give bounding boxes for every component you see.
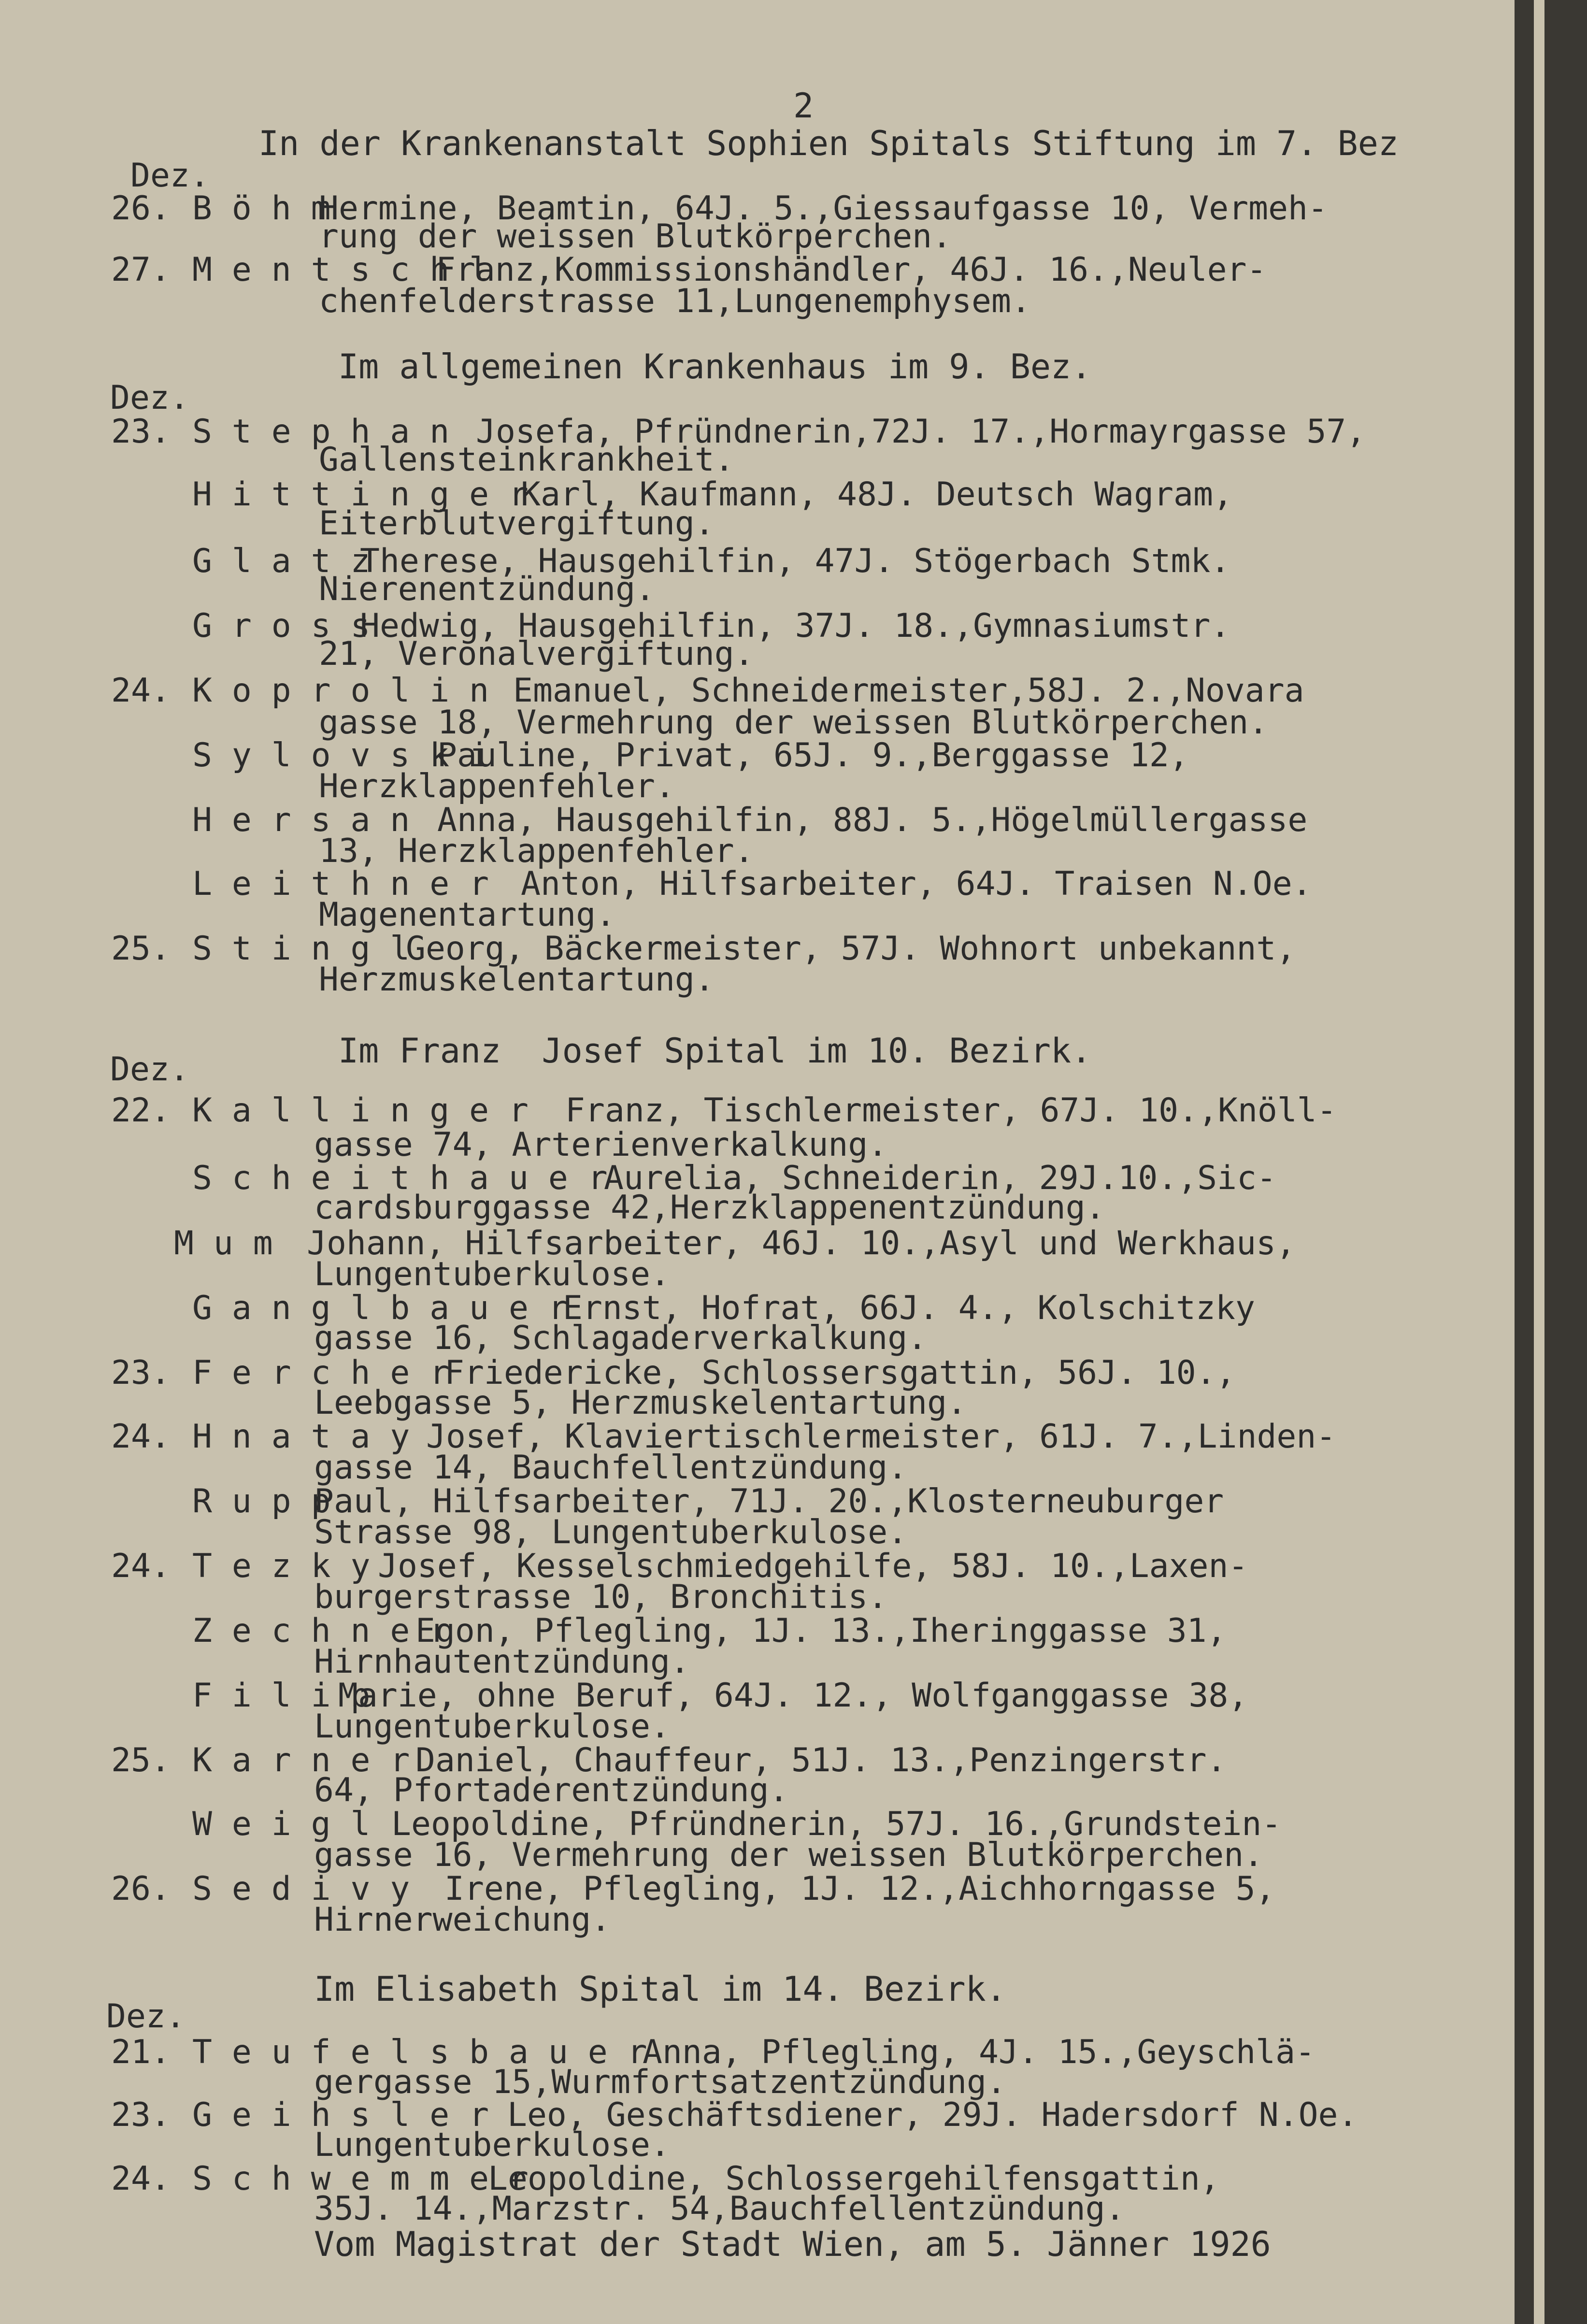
entry-line: Irene, Pflegling, 1J. 12.,Aichhorngasse 5, [444, 1870, 1275, 1908]
entry-line: Leebgasse 5, Herzmuskelentartung. [314, 1384, 967, 1422]
entry-line: cardsburggasse 42,Herzklappenentzündung. [314, 1189, 1105, 1227]
entry-line: Paul, Hilfsarbeiter, 71J. 20.,Klosterneuburger [314, 1482, 1224, 1521]
entry-name: K o p r o l i n [192, 672, 489, 710]
entry-line: Pauline, Privat, 65J. 9.,Berggasse 12, [437, 736, 1189, 775]
entry-name: H e r s a n [192, 801, 410, 839]
entry-name: L e i t h n e r [192, 865, 489, 903]
entry-name: M e n t s c h l [192, 251, 489, 289]
entry-day: 24. [111, 672, 171, 710]
entry-line: Karl, Kaufmann, 48J. Deutsch Wagram, [521, 475, 1233, 514]
entry-line: Anton, Hilfsarbeiter, 64J. Traisen N.Oe. [521, 865, 1312, 903]
entry-line: Therese, Hausgehilfin, 47J. Stögerbach Stmk. [360, 542, 1230, 580]
entry-day: 24. [111, 2160, 171, 2198]
entry-name: F e r c h e r [192, 1354, 450, 1392]
entry-day: 23. [111, 1354, 171, 1392]
entry-line: Lungentuberkulose. [314, 1255, 670, 1293]
entry-line: 21, Veronalvergiftung. [319, 635, 754, 673]
entry-name: H n a t a y [192, 1418, 410, 1456]
entry-day: 23. [111, 413, 171, 451]
entry-line: Josef, Klaviertischlermeister, 61J. 7.,Linden- [426, 1418, 1336, 1456]
entry-line: Leopoldine, Pfründnerin, 57J. 16.,Grundstein- [391, 1805, 1282, 1843]
entry-line: chenfelderstrasse 11,Lungenemphysem. [319, 282, 1031, 320]
entry-day: 27. [111, 251, 171, 289]
entry-line: Strasse 98, Lungentuberkulose. [314, 1513, 908, 1551]
entry-line: Josefa, Pfründnerin,72J. 17.,Hormayrgasse 57, [476, 413, 1366, 451]
entry-line: Herzklappenfehler. [319, 767, 675, 805]
entry-day: 26. [111, 1870, 171, 1908]
entry-line: Herzmuskelentartung. [319, 961, 715, 999]
entry-line: burgerstrasse 10, Bronchitis. [314, 1578, 888, 1616]
entry-day: 24. [111, 1547, 171, 1585]
entry-line: Marie, ohne Beruf, 64J. 12., Wolfganggasse 38, [338, 1677, 1248, 1715]
entry-name: S c h w e m m e r [192, 2160, 529, 2198]
entry-line: Emanuel, Schneidermeister,58J. 2.,Novara [513, 672, 1304, 710]
footer-signature-line: Vom Magistrat der Stadt Wien, am 5. Jänner 1926 [314, 2224, 1271, 2264]
entry-day: 25. [111, 930, 171, 968]
entry-name: B ö h m [192, 189, 331, 228]
entry-day: 21. [111, 2033, 171, 2071]
section-heading: Im Elisabeth Spital im 14. Bezirk. [314, 1969, 1006, 2009]
entry-line: gasse 14, Bauchfellentzündung. [314, 1449, 908, 1487]
entry-name: K a l l i n g e r [192, 1091, 529, 1130]
section-heading: In der Krankenanstalt Sophien Spitals Stiftung im 7. Bez [258, 124, 1399, 163]
entry-line: Hedwig, Hausgehilfin, 37J. 18.,Gymnasiumstr. [360, 607, 1230, 645]
entry-line: Egon, Pflegling, 1J. 13.,Iheringgasse 31, [415, 1612, 1227, 1650]
entry-line: gasse 18, Vermehrung der weissen Blutkörperchen. [319, 703, 1269, 742]
entry-name: S c h e i t h a u e r [192, 1159, 608, 1197]
entry-name: K a r n e r [192, 1741, 410, 1779]
entry-line: gasse 16, Schlagaderverkalkung. [314, 1319, 928, 1357]
entry-line: Ernst, Hofrat, 66J. 4., Kolschitzky [563, 1289, 1255, 1327]
entry-line: rung der weissen Blutkörperchen. [319, 217, 952, 256]
entry-name: S y l o v s k i [192, 736, 489, 775]
entry-line: Anna, Hausgehilfin, 88J. 5.,Högelmüllergasse [437, 801, 1308, 839]
entry-line: 35J. 14.,Marzstr. 54,Bauchfellentzündung. [314, 2190, 1125, 2228]
entry-line: Hirnerweichung. [314, 1901, 611, 1939]
entry-line: Georg, Bäckermeister, 57J. Wohnort unbekannt, [406, 930, 1296, 968]
entry-line: Anna, Pflegling, 4J. 15.,Geyschlä- [643, 2033, 1315, 2071]
entry-line: Magenentartung. [319, 896, 616, 934]
entry-name: T e z k y [192, 1547, 371, 1585]
month-label: Dez. [110, 1050, 189, 1089]
entry-name: G a n g l b a u e r [192, 1289, 568, 1327]
entry-line: Franz, Tischlermeister, 67J. 10.,Knöll- [565, 1091, 1337, 1130]
entry-day: 25. [111, 1741, 171, 1779]
entry-name: R u p p [192, 1482, 331, 1521]
entry-day: 22. [111, 1091, 171, 1130]
entry-line: Nierenentzündung. [319, 570, 655, 608]
entry-name: H i t t i n g e r [192, 475, 529, 514]
entry-line: Aurelia, Schneiderin, 29J.10.,Sic- [604, 1159, 1276, 1197]
entry-line: Johann, Hilfsarbeiter, 46J. 10.,Asyl und Werkhaus, [307, 1224, 1296, 1262]
entry-line: gasse 74, Arterienverkalkung. [314, 1126, 888, 1164]
entry-line: 13, Herzklappenfehler. [319, 832, 754, 870]
entry-line: Josef, Kesselschmiedgehilfe, 58J. 10.,Laxen- [378, 1547, 1248, 1585]
entry-name: F i l i p [192, 1677, 371, 1715]
entry-name: G r o s s [192, 607, 371, 645]
section-heading: Im Franz Josef Spital im 10. Bezirk. [338, 1031, 1092, 1071]
entry-name: W e i g l [192, 1805, 371, 1843]
entry-day: 24. [111, 1418, 171, 1456]
entry-name: S t e p h a n [192, 413, 450, 451]
entry-name: Z e c h n e r [192, 1612, 450, 1650]
month-label: Dez. [110, 379, 189, 417]
entry-line: Friedericke, Schlossersgattin, 56J. 10., [444, 1354, 1236, 1392]
section-heading: Im allgemeinen Krankenhaus im 9. Bez. [338, 347, 1092, 387]
binding-edge [1515, 0, 1587, 2324]
entry-line: gasse 16, Vermehrung der weissen Blutkörperchen. [314, 1836, 1264, 1874]
binding-strip [1534, 0, 1544, 2324]
entry-line: gergasse 15,Wurmfortsatzentzündung. [314, 2063, 1006, 2101]
entry-name: S t i n g l [192, 930, 410, 968]
entry-name: G e i h s l e r [192, 2096, 489, 2134]
month-label: Dez. [130, 157, 210, 195]
entry-line: Hirnhautentzündung. [314, 1643, 690, 1681]
page-number: 2 [793, 86, 814, 126]
entry-name: M u m [174, 1224, 273, 1262]
entry-line: Hermine, Beamtin, 64J. 5.,Giessaufgasse 10, Vermeh- [319, 189, 1328, 228]
entry-line: Daniel, Chauffeur, 51J. 13.,Penzingerstr. [415, 1741, 1227, 1779]
entry-line: Leo, Geschäftsdiener, 29J. Hadersdorf N.Oe. [507, 2096, 1358, 2134]
entry-line: Eiterblutvergiftung. [319, 504, 715, 543]
entry-name: G l a t z [192, 542, 371, 580]
entry-day: 23. [111, 2096, 171, 2134]
entry-line: Lungentuberkulose. [314, 1707, 670, 1746]
entry-line: Franz,Kommissionshändler, 46J. 16.,Neuler- [436, 251, 1267, 289]
entry-name: S e d i v y [192, 1870, 410, 1908]
month-label: Dez. [106, 1997, 186, 2036]
entry-line: Leopoldine, Schlossergehilfensgattin, [488, 2160, 1220, 2198]
entry-name: T e u f e l s b a u e r [192, 2033, 647, 2071]
entry-day: 26. [111, 189, 171, 228]
entry-line: Lungentuberkulose. [314, 2126, 670, 2164]
entry-line: Gallensteinkrankheit. [319, 441, 734, 479]
entry-line: 64, Pfortaderentzündung. [314, 1771, 789, 1809]
